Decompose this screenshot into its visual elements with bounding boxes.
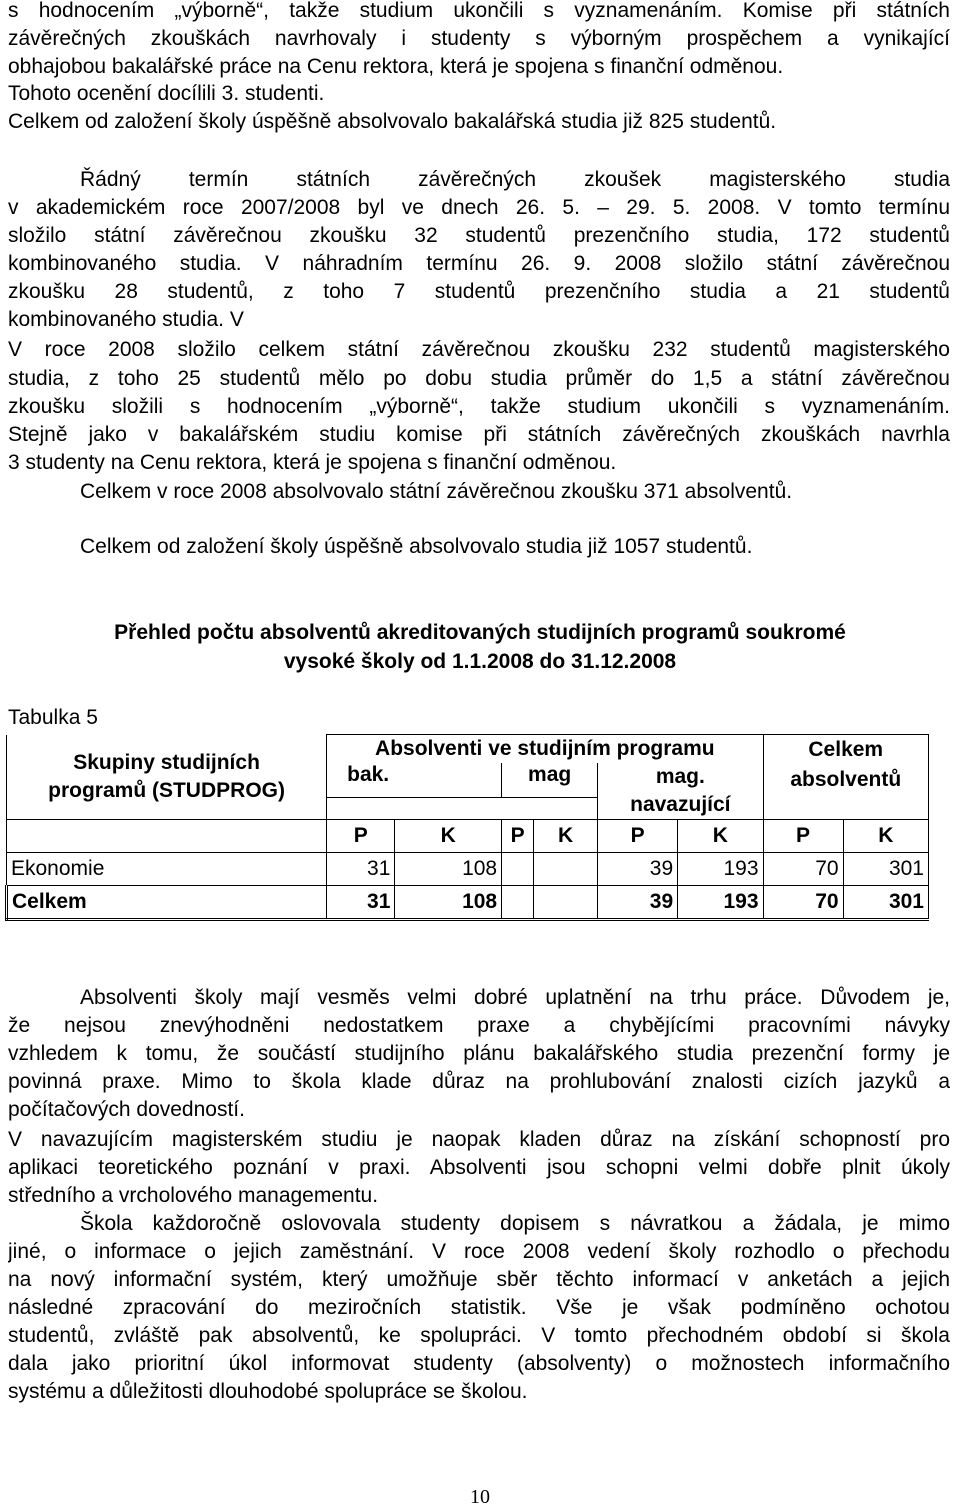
sub-header-bak: bak. <box>327 763 502 797</box>
table-cell: 39 <box>598 853 678 886</box>
absolventi-header: Absolventi ve studijním programu <box>327 735 763 764</box>
text-line: Tohoto ocenění docílili 3. studenti. <box>8 82 325 105</box>
pk-header: K <box>534 820 598 853</box>
celkem-header: Celkem absolventů <box>763 735 928 820</box>
sub-header-mag: mag <box>502 763 598 797</box>
text-line: dala jako prioritní úkol informovat studenty (absolventy) o možnostech informačního <box>8 1352 950 1375</box>
table-cell <box>534 853 598 886</box>
table-cell: 31 <box>327 886 395 920</box>
row-label: Celkem <box>7 886 327 920</box>
text-line: že nejsou znevýhodněni nedostatkem praxe a chybějícími pracovními návyky <box>8 1014 950 1037</box>
pk-header: K <box>843 820 928 853</box>
table-empty-cell <box>7 820 327 853</box>
table-cell: 31 <box>327 853 395 886</box>
text-line: povinná praxe. Mimo to škola klade důraz na prohlubování znalosti cizích jazyků a <box>8 1070 950 1093</box>
text-line: zkoušku složili s hodnocením „výborně“, takže studium ukončili s vyznamenáním. <box>8 395 950 418</box>
text-line: kombinovaného studia. V náhradním termínu 26. 9. 2008 složilo státní závěrečnou <box>8 252 950 275</box>
pk-header: P <box>327 820 395 853</box>
text-line: Celkem od založení školy úspěšně absolvovalo bakalářská studia již 825 studentů. <box>8 110 777 133</box>
text-line: s hodnocením „výborně“, takže studium ukončili s vyznamenáním. Komise při státních <box>8 0 950 22</box>
text-line: studentů, zvláště pak absolventů, ke spolupráci. V tomto přechodném období si škola <box>8 1324 950 1347</box>
text-line: obhajobou bakalářské práce na Cenu rektora, která je spojena s finanční odměnou. <box>8 55 784 78</box>
section-title: Přehled počtu absolventů akreditovaných studijních programů soukromé <box>114 621 846 644</box>
header-spacer <box>327 797 598 819</box>
text-line: závěrečných zkouškách navrhovaly i studenty s výborným prospěchem a vynikající <box>8 27 950 50</box>
section-title: vysoké školy od 1.1.2008 do 31.12.2008 <box>283 650 677 673</box>
text-line: systému a důležitosti dlouhodobé spolupráce se školou. <box>8 1380 528 1403</box>
text-line: aplikaci teoretického poznání v praxi. Absolventi jsou schopni velmi dobře plnit úkoly <box>8 1156 950 1179</box>
table-cell <box>534 886 598 920</box>
table-cell: 193 <box>678 853 763 886</box>
text-line: zkoušku 28 studentů, z toho 7 studentů prezenčního studia a 21 studentů <box>8 280 950 303</box>
table-cell <box>502 853 534 886</box>
text-line: Stejně jako v bakalářském studiu komise při státních závěrečných zkouškách navrhla <box>8 423 950 446</box>
text-line: V navazujícím magisterském studiu je naopak kladen důraz na získání schopností pro <box>8 1128 950 1151</box>
text-line: Celkem od založení školy úspěšně absolvovalo studia již 1057 studentů. <box>80 535 753 558</box>
text-line: počítačových dovedností. <box>8 1098 245 1121</box>
table-row <box>7 853 929 886</box>
pk-header: P <box>598 820 678 853</box>
text-line: V roce 2008 složilo celkem státní závěrečnou zkoušku 232 studentů magisterského <box>8 338 950 361</box>
table-cell: 108 <box>395 853 502 886</box>
text-line: následné zpracování do meziročních statistik. Vše je však podmíněno ochotou <box>8 1296 950 1319</box>
table-row-total <box>7 886 929 920</box>
table-cell: 39 <box>598 886 678 920</box>
pk-header: P <box>763 820 843 853</box>
text-line: na nový informační systém, který umožňuje sběr těchto informací v anketách a jejich <box>8 1268 950 1291</box>
text-line: Absolventi školy mají vesměs velmi dobré uplatnění na trhu práce. Důvodem je, <box>80 986 950 1009</box>
text-line: složilo státní závěrečnou zkoušku 32 studentů prezenčního studia, 172 studentů <box>8 224 950 247</box>
pk-header: K <box>395 820 502 853</box>
table-cell: 70 <box>763 886 843 920</box>
pk-header: K <box>678 820 763 853</box>
table-caption: Tabulka 5 <box>8 706 98 729</box>
table-cell <box>502 886 534 920</box>
table-cell: 108 <box>395 886 502 920</box>
text-line: kombinovaného studia. V <box>8 308 244 331</box>
group-header: Skupiny studijních programů (STUDPROG) <box>7 735 327 820</box>
text-line: studia, z toho 25 studentů mělo po dobu studia průměr do 1,5 a státní závěrečnou <box>8 367 950 390</box>
text-line: Řádný termín státních závěrečných zkoušek magisterského studia <box>80 168 950 191</box>
table-cell: 193 <box>678 886 763 920</box>
table-cell: 70 <box>763 853 843 886</box>
row-label: Ekonomie <box>7 853 327 886</box>
graduates-table <box>5 734 929 921</box>
pk-header: P <box>502 820 534 853</box>
text-line: vzhledem k tomu, že součástí studijního plánu bakalářského studia prezenční formy je <box>8 1042 950 1065</box>
text-line: středního a vrcholového managementu. <box>8 1184 379 1207</box>
text-line: Škola každoročně oslovovala studenty dopisem s návratkou a žádala, je mimo <box>80 1212 950 1235</box>
text-line: jiné, o informace o jejich zaměstnání. V roce 2008 vedení školy rozhodlo o přechodu <box>8 1240 950 1263</box>
table-cell: 301 <box>843 853 928 886</box>
text-line: Celkem v roce 2008 absolvovalo státní závěrečnou zkoušku 371 absolventů. <box>80 480 793 503</box>
table-cell: 301 <box>843 886 928 920</box>
text-line: v akademickém roce 2007/2008 byl ve dnech 26. 5. – 29. 5. 2008. V tomto termínu <box>8 196 950 219</box>
sub-header-mag-navazujici: mag. navazující <box>598 763 763 820</box>
text-line: 3 studenty na Cenu rektora, která je spojena s finanční odměnou. <box>8 451 617 474</box>
page-number: 10 <box>470 1486 490 1508</box>
